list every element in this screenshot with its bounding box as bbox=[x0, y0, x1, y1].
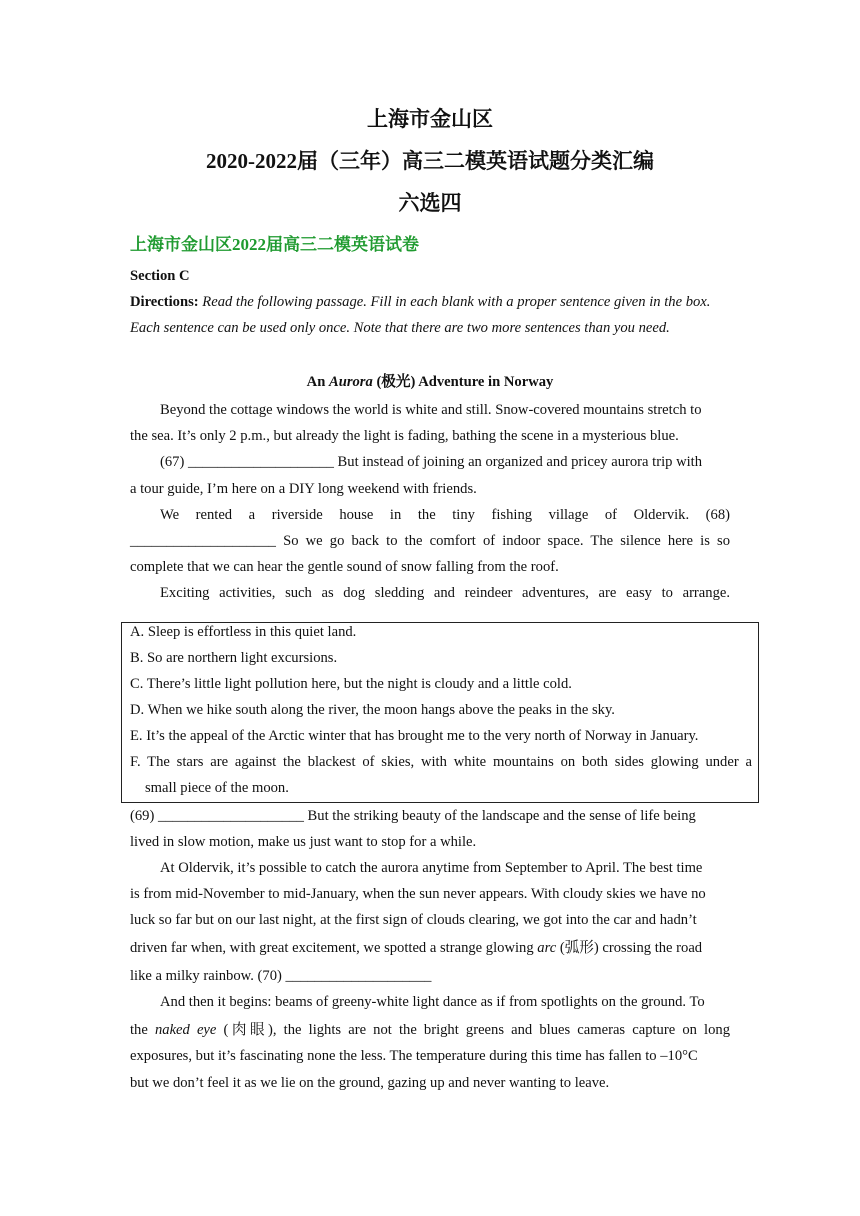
passage-p5-line-5: like a milky rainbow. (70) ____________________ bbox=[130, 968, 432, 984]
passage-title: An Aurora (极光) Adventure in Norway bbox=[306, 374, 554, 390]
passage-p6-line-2: the naked eye (肉眼), the lights are not the bright greens and blues cameras capture on long bbox=[130, 1022, 730, 1038]
passage-p4-line-2: (69) ____________________ But the striking beauty of the landscape and the sense of life being bbox=[130, 808, 696, 824]
passage-p1-line-2: the sea. It’s only 2 p.m., but already the light is fading, bathing the scene in a mysterious blue. bbox=[130, 428, 679, 444]
passage-p5-line-3: luck so far but on our last night, at the first sign of clouds clearing, we got into the car and hadn’t bbox=[130, 912, 697, 928]
option-b: B. So are northern light excursions. bbox=[130, 650, 338, 666]
option-f-line-2: small piece of the moon. bbox=[145, 780, 289, 796]
passage-p6-line-4: but we don’t feel it as we lie on the ground, gazing up and never wanting to leave. bbox=[130, 1075, 610, 1091]
passage-p5-line-4: driven far when, with great excitement, we spotted a strange glowing arc (弧形) crossing the road bbox=[130, 940, 703, 956]
option-c: C. There’s little light pollution here, but the night is cloudy and a little cold. bbox=[130, 676, 572, 692]
option-d: D. When we hike south along the river, the moon hangs above the peaks in the sky. bbox=[130, 702, 615, 718]
directions-line-2: Each sentence can be used only once. Note that there are two more sentences than you need. bbox=[130, 320, 670, 336]
passage-p5-line-1: At Oldervik, it’s possible to catch the aurora anytime from September to April. The best time bbox=[160, 860, 703, 876]
passage-p4-line-3: lived in slow motion, make us just want to stop for a while. bbox=[130, 834, 477, 850]
passage-p6-line-1: And then it begins: beams of greeny-white light dance as if from spotlights on the ground. To bbox=[160, 994, 705, 1010]
passage-p1-line-1: Beyond the cottage windows the world is white and still. Snow-covered mountains stretch to bbox=[160, 402, 702, 418]
passage-p4-line-1: Exciting activities, such as dog sledding and reindeer adventures, are easy to arrange. bbox=[160, 585, 730, 601]
passage-p6-line-3: exposures, but it’s fascinating none the less. The temperature during this time has fallen to –10°C bbox=[130, 1048, 698, 1064]
option-f-line-1: F. The stars are against the blackest of skies, with white mountains on both sides glowing under a bbox=[130, 754, 752, 770]
passage-p2-line-1: (67) ____________________ But instead of joining an organized and pricey aurora trip with bbox=[160, 454, 703, 470]
directions-text-1: Read the following passage. Fill in each blank with a proper sentence given in the box. bbox=[202, 294, 711, 310]
passage-p3-line-2: ____________________ So we go back to the comfort of indoor space. The silence here is so bbox=[130, 533, 730, 549]
passage-p3-line-1: We rented a riverside house in the tiny fishing village of Oldervik. (68) bbox=[160, 507, 730, 523]
header-district: 上海市金山区 bbox=[367, 107, 493, 131]
directions-label: Directions: bbox=[130, 294, 199, 310]
header-collection-title: 2020-2022届（三年）高三二模英语试题分类汇编 bbox=[206, 149, 654, 173]
directions-line-1 bbox=[130, 292, 710, 312]
passage-p3-line-3: complete that we can hear the gentle sound of snow falling from the roof. bbox=[130, 559, 559, 575]
passage-p5-line-2: is from mid-November to mid-January, when the sun never appears. With cloudy skies we have no bbox=[130, 886, 706, 902]
option-e: E. It’s the appeal of the Arctic winter that has brought me to the very north of Norway in January. bbox=[130, 728, 699, 744]
exam-title: 上海市金山区2022届高三二模英语试卷 bbox=[130, 235, 419, 254]
section-label: Section C bbox=[130, 268, 190, 284]
header-question-type: 六选四 bbox=[398, 191, 462, 215]
option-a: A. Sleep is effortless in this quiet land. bbox=[130, 624, 357, 640]
passage-p2-line-2: a tour guide, I’m here on a DIY long weekend with friends. bbox=[130, 481, 477, 497]
